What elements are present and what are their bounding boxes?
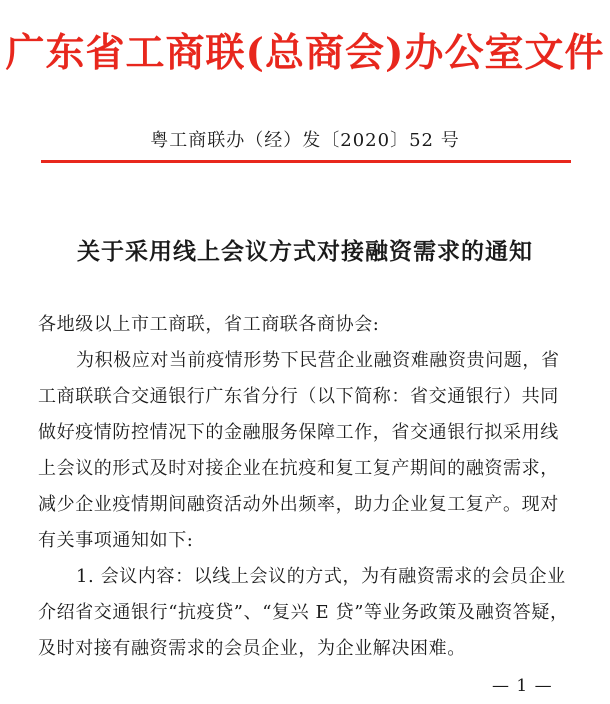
paragraph1-line-2: 工商联联合交通银行广东省分行（以下简称：省交通银行）共同 bbox=[38, 386, 559, 407]
paragraph1-line-6: 有关事项通知如下: bbox=[38, 530, 194, 551]
org-title-header: 广东省工商联(总商会)办公室文件 bbox=[5, 30, 605, 76]
notice-title: 关于采用线上会议方式对接融资需求的通知 bbox=[77, 238, 533, 265]
paragraph2-line-1: 1. 会议内容：以线上会议的方式，为有融资需求的会员企业 bbox=[76, 566, 566, 587]
page-number: — 1 — bbox=[492, 676, 553, 696]
salutation: 各地级以上市工商联，省工商联各商协会: bbox=[38, 314, 380, 335]
paragraph1-line-3: 做好疫情防控情况下的金融服务保障工作，省交通银行拟采用线 bbox=[38, 422, 559, 443]
red-divider-line bbox=[41, 160, 571, 163]
document-number: 粤工商联办（经）发〔2020〕52 号 bbox=[150, 130, 460, 151]
paragraph1-line-5: 减少企业疫情期间融资活动外出频率，助力企业复工复产。现对 bbox=[38, 494, 559, 515]
paragraph2-line-2: 介绍省交通银行“抗疫贷”、“复兴 E 贷”等业务政策及融资答疑， bbox=[38, 602, 569, 623]
paragraph1-line-1: 为积极应对当前疫情形势下民营企业融资难融资贵问题，省 bbox=[76, 350, 560, 371]
paragraph2-line-3: 及时对接有融资需求的会员企业，为企业解决困难。 bbox=[38, 638, 466, 659]
paragraph1-line-4: 上会议的形式及时对接企业在抗疫和复工复产期间的融资需求， bbox=[38, 458, 559, 479]
